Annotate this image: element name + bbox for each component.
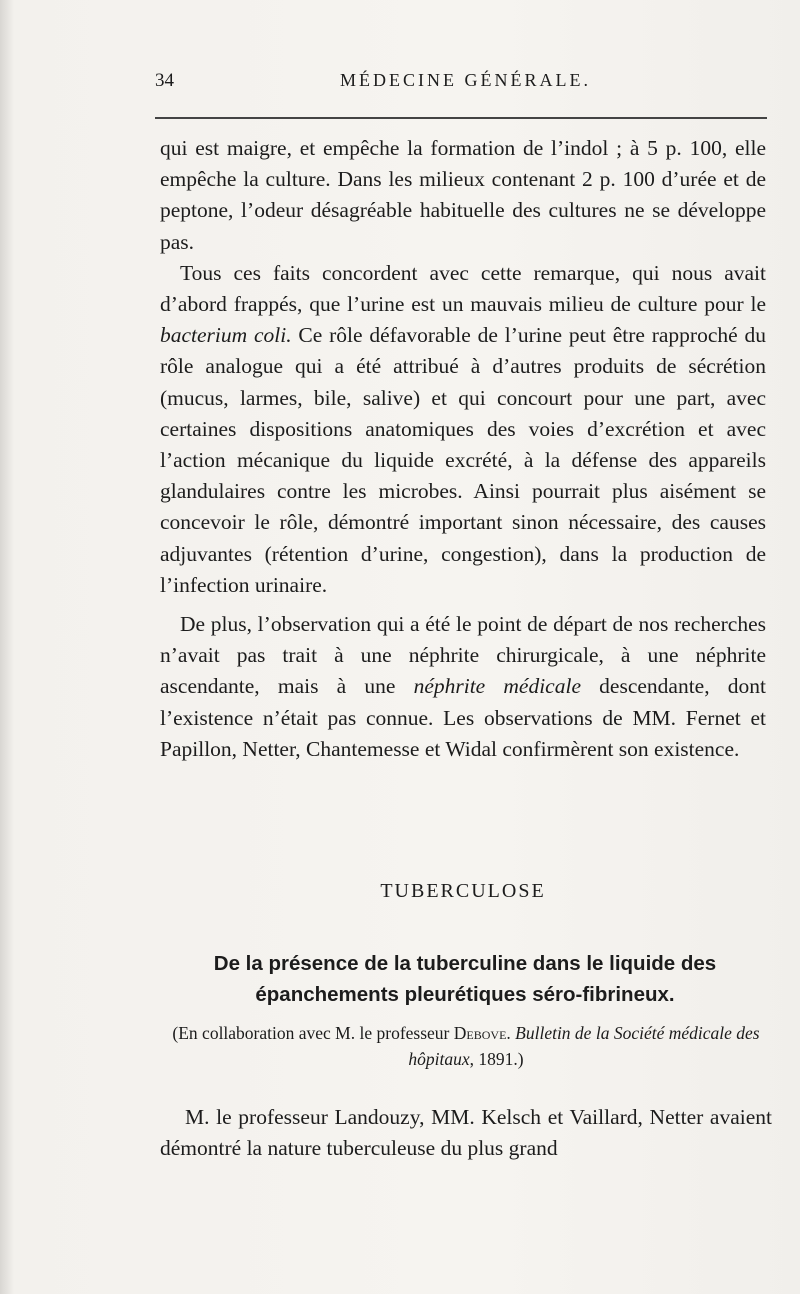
citation-author: Debove — [453, 1023, 507, 1043]
page-header — [155, 70, 765, 100]
paragraph-1: qui est maigre, et empêche la formation de l’indol ; à 5 p. 100, elle empêche la culture. Dans les milieux contenant 2 p. 100 d’urée et de peptone, l’odeur désagréable habituelle des cultures ne se développe pas. — [160, 136, 766, 254]
paragraph-2-italic: bacterium coli. — [160, 323, 292, 348]
running-head: MÉDECINE GÉNÉRALE. — [340, 70, 591, 90]
page-number: 34 — [155, 70, 174, 91]
paragraph-3 — [160, 609, 766, 765]
article-title: De la présence de la tuberculine dans le liquide des épanchements pleurétiques séro-fibrineux. — [213, 952, 717, 1006]
paragraph-3-text-b: descendante, dont l’existence n’était pas connue. Les observations de MM. Fernet et Papillon, Netter, Chantemesse et Widal confirmèrent son existence. — [160, 674, 766, 761]
paragraph-3-italic: néphrite médicale — [413, 674, 581, 699]
last-paragraph: M. le professeur Landouzy, MM. Kelsch et Vaillard, Netter avaient démontré la nature tuberculeuse du plus grand — [160, 1105, 772, 1161]
citation-text-a: (En collaboration avec M. le professeur — [172, 1023, 454, 1043]
citation — [160, 1020, 772, 1072]
citation-text-b: . — [506, 1023, 516, 1043]
header-rule — [155, 117, 767, 119]
section-heading: TUBERCULOSE — [380, 880, 546, 902]
body-text — [160, 133, 766, 765]
paragraph-2 — [160, 258, 766, 601]
paragraph-3-text-a: De plus, l’observation qui a été le point de départ de nos recherches n’avait pas trait à une néphrite chirurgicale, à une néphrite ascendante, mais à une — [160, 612, 766, 699]
citation-journal: Bulletin de la Société médicale des hôpitaux — [408, 1023, 760, 1069]
paragraph-2-text-b: Ce rôle défavorable de l’urine peut être rapproché du rôle analogue qui a été attribué à d’autres produits de sécrétion (mucus, larmes, bile, salive) et qui concourt pour une part, avec certaines dispositions anatomiques des voies d’excrétion et avec l’action mécanique du liquide excrété, à la défense des appareils glandulaires contre les microbes. Ainsi pourrait plus aisément se concevoir le rôle, démontré important sinon nécessaire, des causes adjuvantes (rétention d’urine, congestion), dans la production de l’infection urinaire. — [160, 323, 766, 597]
paragraph-2-text-a: Tous ces faits concordent avec cette remarque, qui nous avait d’abord frappés, que l’urine est un mauvais milieu de culture pour le — [160, 260, 766, 317]
citation-text-c: , 1891.) — [469, 1049, 524, 1069]
